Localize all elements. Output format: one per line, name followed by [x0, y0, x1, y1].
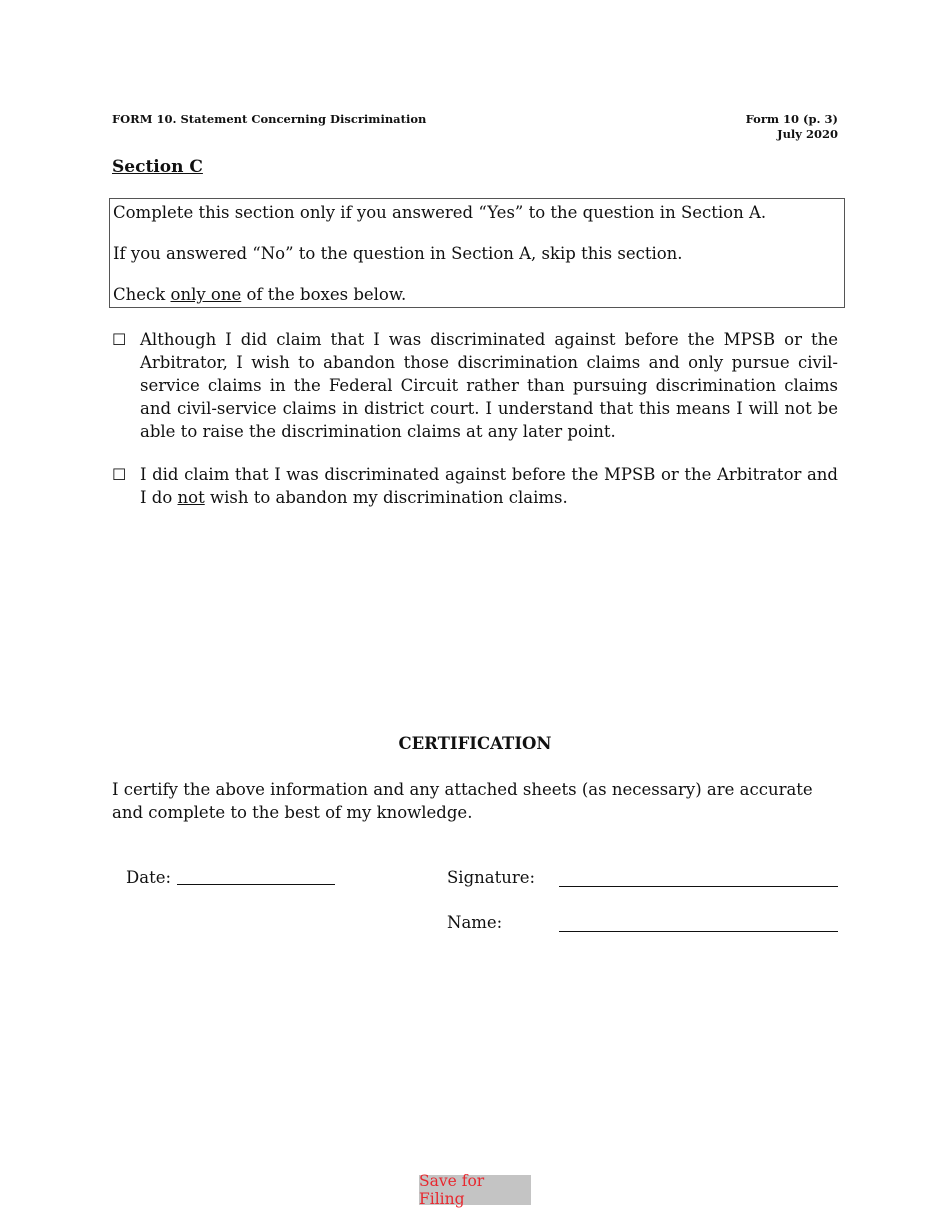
- save-for-filing-button[interactable]: Save for Filing: [419, 1175, 531, 1205]
- form-page-info: [746, 112, 838, 142]
- signature-label: Signature:: [447, 868, 536, 887]
- date-label: Date:: [126, 868, 172, 887]
- option-abandon-claims: [112, 328, 838, 443]
- instruction-line-1: Complete this section only if you answered “Yes” to the question in Section A.: [113, 203, 767, 222]
- instruction-line-3: [113, 285, 406, 304]
- section-title: Section C: [112, 157, 203, 177]
- instruction-line-3-after: of the boxes below.: [241, 285, 407, 304]
- instructions-box: [109, 198, 845, 308]
- instruction-line-2: If you answered “No” to the question in Section A, skip this section.: [113, 244, 683, 263]
- checkbox-keep-claims[interactable]: ☐: [112, 465, 127, 484]
- option-abandon-claims-text: Although I did claim that I was discriminated against before the MPSB or the Arbitrator, I wish to abandon those discrimination claims and only pursue civil-service claims in the Federal Circuit rather than pursuing discrimination claims and civil-service claims in district court. I understand that this means I will not be able to raise the discrimination claims at any later point.: [140, 330, 838, 441]
- certification-title: CERTIFICATION: [398, 734, 552, 753]
- form-date: July 2020: [777, 127, 838, 141]
- page-ref: Form 10 (p. 3): [745, 112, 838, 126]
- option-keep-claims: [112, 463, 838, 509]
- option-keep-claims-text-before: I did claim that I was discriminated against before the MPSB or the Arbitrator and I do: [140, 465, 838, 507]
- signature-field[interactable]: [559, 886, 838, 887]
- option-keep-claims-emphasis: not: [177, 488, 205, 507]
- name-label: Name:: [447, 913, 503, 932]
- instruction-line-3-before: Check: [113, 285, 171, 304]
- date-field[interactable]: [177, 884, 335, 885]
- checkbox-abandon-claims[interactable]: ☐: [112, 330, 127, 349]
- form-title: FORM 10. Statement Concerning Discrimination: [112, 112, 427, 126]
- certification-text: I certify the above information and any attached sheets (as necessary) are accurate and complete to the best of my knowledge.: [112, 780, 813, 822]
- option-keep-claims-text-after: wish to abandon my discrimination claims.: [204, 488, 568, 507]
- instruction-emphasis: only one: [170, 285, 242, 304]
- option-keep-claims-text: [140, 463, 838, 509]
- name-field[interactable]: [559, 931, 838, 932]
